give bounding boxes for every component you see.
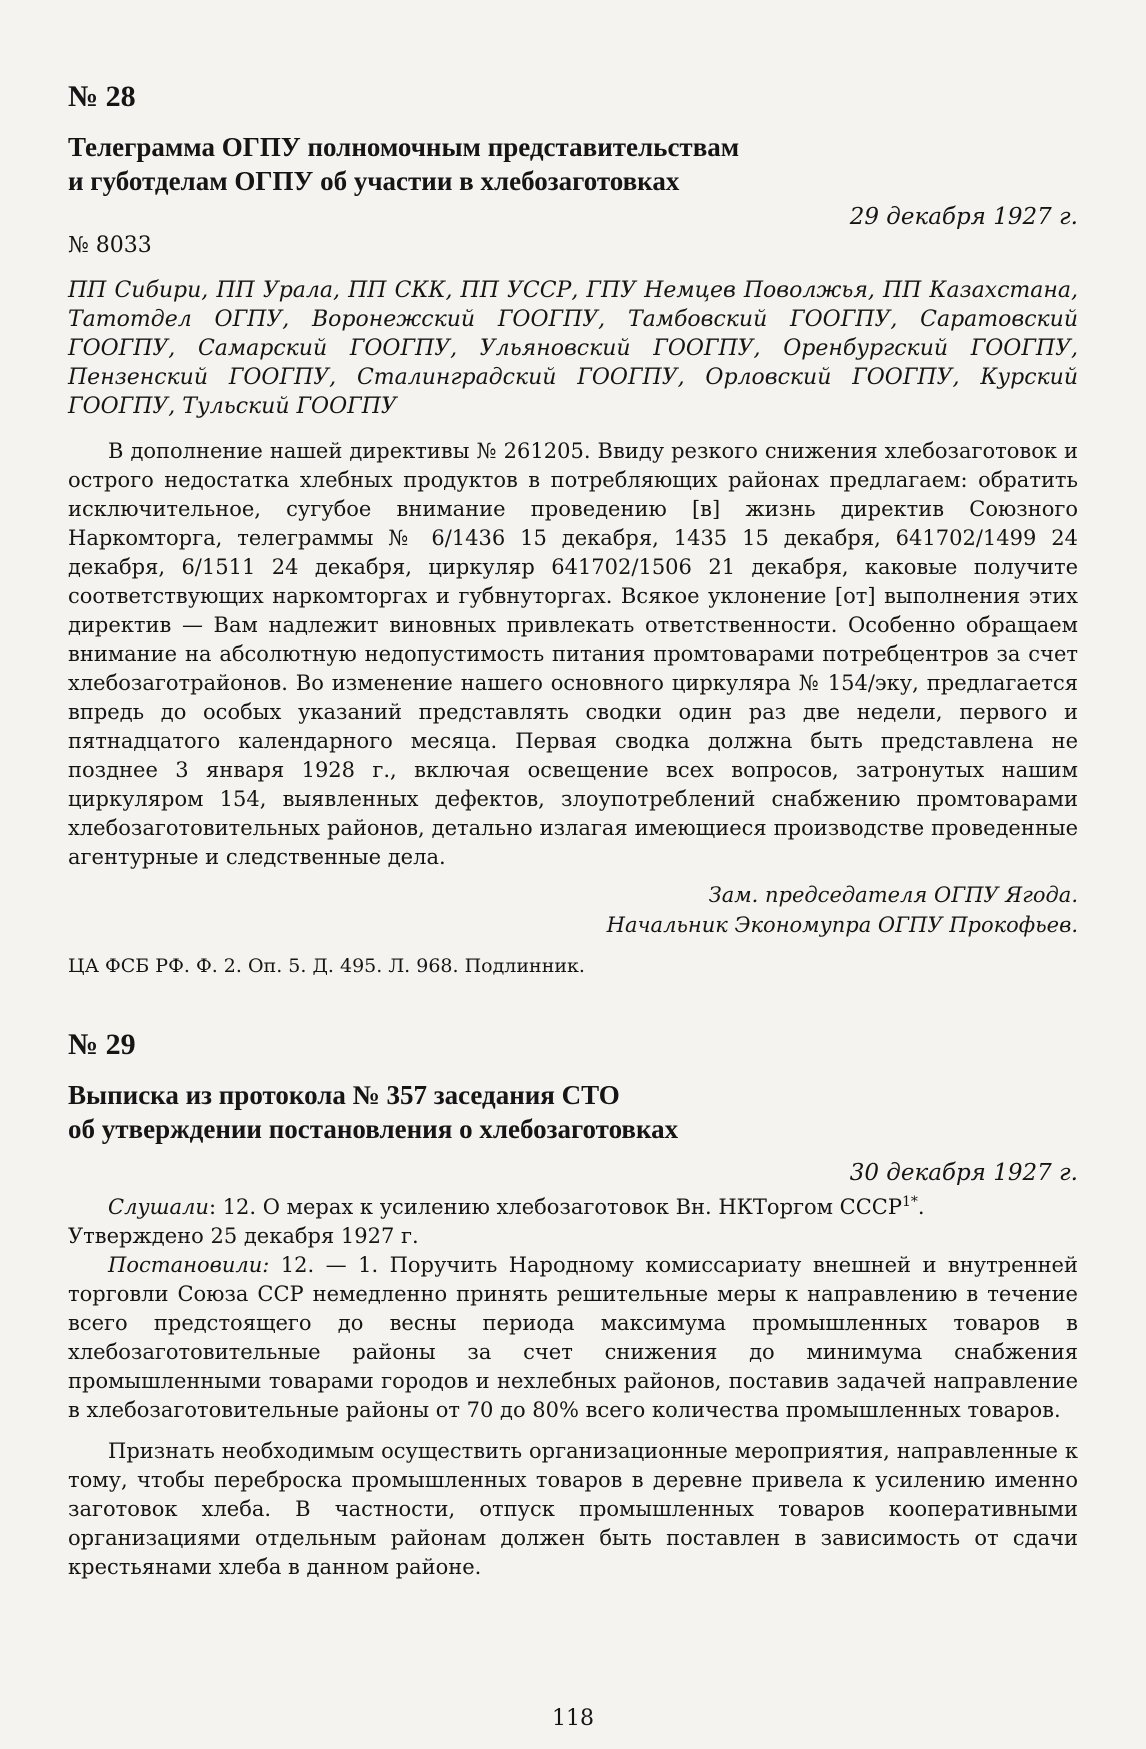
document-29 [68, 1028, 1078, 1582]
doc-28-title-line-2: и губотделам ОГПУ об участии в хлебозаготовках [68, 166, 680, 196]
doc-28-signature-deputy: Зам. председателя ОГПУ Ягода. [708, 883, 1078, 907]
heard-end: . [917, 1195, 925, 1219]
doc-29-number: № 29 [68, 1028, 136, 1061]
doc-29-paragraph-2: Признать необходимым осуществить организационные мероприятия, направленные к тому, чтобы переброска промышленных товаров в деревне привела к усилению именно заготовок хлеба. В частности, отпуск промышленных товаров кооперативными организациями отдельным районам должен быть поставлен в зависимость от сдачи крестьянами хлеба в данном районе. [68, 1439, 1078, 1579]
heard-text: : 12. О мерах к усилению хлебозаготовок Вн. НКТоргом СССР [208, 1195, 902, 1219]
doc-29-approved: Утверждено 25 декабря 1927 г. [68, 1224, 419, 1248]
doc-28-number: № 28 [68, 80, 136, 113]
heard-label: Слушали [108, 1195, 209, 1219]
doc-29-date: 30 декабря 1927 г. [849, 1160, 1078, 1186]
doc-29-title-line-1: Выписка из протокола № 357 заседания СТО [68, 1080, 620, 1110]
page-number: 118 [552, 1706, 594, 1731]
doc-28-date: 29 декабря 1927 г. [849, 204, 1078, 230]
footnote-marker: 1* [902, 1194, 918, 1210]
doc-29-resolved [68, 1251, 1078, 1425]
doc-28-signature-head: Начальник Экономупра ОГПУ Прокофьев. [606, 913, 1078, 937]
resolved-text: 12. — 1. Поручить Народному комиссариату внешней и внутренней торговли Союза ССР немедленно принять решительные меры к направлению в течение всего предстоящего до весны периода максимума промышленных товаров в хлебозаготовительные районы за счет снижения до минимума снабжения промышленными товарами городов и нехлебных районов, поставив задачей направление в хлебозаготовительные районы от 70 до 80% всего количества промышленных товаров. [68, 1253, 1078, 1422]
page-content [68, 80, 1078, 1582]
document-28 [68, 80, 1078, 980]
doc-28-addressees: ПП Сибири, ПП Урала, ПП СКК, ПП УССР, ГПУ Немцев Поволжья, ПП Казахстана, Татотдел ОГПУ, Воронежский ГООГПУ, Тамбовский ГООГПУ, Саратовский ГООГПУ, Самарский ГООГПУ, Ульяновский ГООГПУ, Оренбургский ГООГПУ, Пензенский ГООГПУ, Сталинградский ГООГПУ, Орловский ГООГПУ, Курский ГООГПУ, Тульский ГООГПУ [68, 278, 1078, 419]
doc-28-reference-number: № 8033 [68, 233, 152, 258]
doc-28-title-line-1: Телеграмма ОГПУ полномочным представительствам [68, 132, 740, 162]
doc-29-heard [68, 1188, 1078, 1222]
resolved-label: Постановили: [108, 1253, 270, 1277]
doc-28-body: В дополнение нашей директивы № 261205. Ввиду резкого снижения хлебозаготовок и острого недостатка хлебных продуктов в потребляющих районах предлагаем: обратить исключительное, сугубое внимание проведению [в] жизнь директив Союзного Наркомторга, телеграммы № 6/1436 15 декабря, 1435 15 декабря, 641702/1499 24 декабря, 6/1511 24 декабря, циркуляр 641702/1506 21 декабря, каковые получите соответствующих наркомторгах и губвнуторгах. Всякое уклонение [от] выполнения этих директив — Вам надлежит виновных привлекать ответственности. Особенно обращаем внимание на абсолютную недопустимость питания промтоварами потребцентров за счет хлебозаготрайонов. Во изменение нашего основного циркуляра № 154/эку, предлагается впредь до особых указаний представлять сводки один раз две недели, первого и пятнадцатого календарного месяца. Первая сводка должна быть представлена не позднее 3 января 1928 г., включая освещение всех вопросов, затронутых нашим циркуляром 154, выявленных дефектов, злоупотреблений снабжению промтоварами хлебозаготовительных районов, детально излагая имеющиеся производстве проведенные агентурные и следственные дела. [68, 439, 1078, 869]
doc-28-archive-source: ЦА ФСБ РФ. Ф. 2. Оп. 5. Д. 495. Л. 968. Подлинник. [68, 955, 585, 977]
doc-29-title-line-2: об утверждении постановления о хлебозаготовках [68, 1114, 679, 1144]
